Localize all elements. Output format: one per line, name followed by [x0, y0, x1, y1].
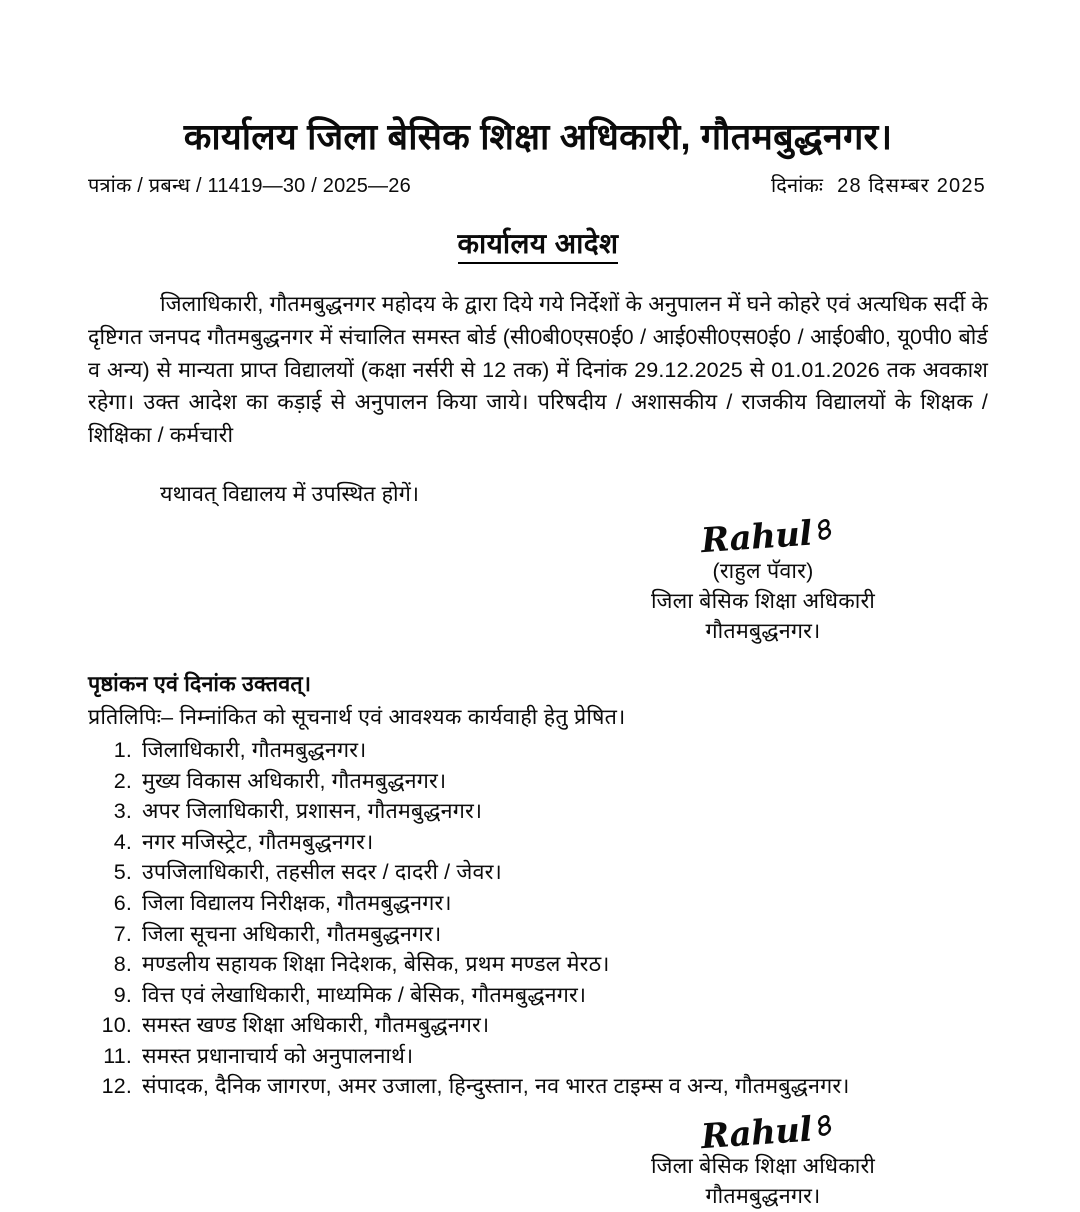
list-item-number: 11. — [103, 1043, 132, 1068]
signatory-designation: जिला बेसिक शिक्षा अधिकारी — [650, 1153, 876, 1178]
list-item — [88, 980, 988, 1011]
list-item-text: संपादक, दैनिक जागरण, अमर उजाला, हिन्दुस्तान, नव भारत टाइम्स व अन्य, गौतमबुद्धनगर। — [142, 1074, 850, 1099]
list-item — [88, 1041, 988, 1072]
handwritten-signature-icon — [692, 1106, 837, 1157]
list-item-text: वित्त एवं लेखाधिकारी, माध्यमिक / बेसिक, गौतमबुद्धनगर। — [142, 982, 587, 1007]
list-item-number: 12. — [101, 1074, 132, 1099]
endorsement-section — [88, 669, 988, 1101]
order-heading-text: कार्यालय आदेश — [458, 228, 619, 264]
list-item-number: 8. — [113, 952, 132, 977]
list-item-text: उपजिलाधिकारी, तहसील सदर / दादरी / जेवर। — [142, 860, 502, 885]
signature-block-secondary — [548, 1106, 978, 1210]
list-item — [88, 796, 988, 827]
list-item-text: समस्त प्रधानाचार्य को अनुपालनार्थ। — [142, 1043, 414, 1068]
office-title: कार्यालय जिला बेसिक शिक्षा अधिकारी, गौतमबुद्धनगर। — [183, 116, 893, 157]
copy-recipients-list — [88, 735, 988, 1101]
list-item-number: 7. — [113, 921, 132, 946]
signature-mark-text: Rahul — [699, 514, 814, 562]
list-item-text: मुख्य विकास अधिकारी, गौतमबुद्धनगर। — [142, 768, 447, 793]
order-heading — [88, 224, 988, 262]
list-item-text: समस्त खण्ड शिक्षा अधिकारी, गौतमबुद्धनगर। — [142, 1013, 490, 1038]
list-item — [88, 1010, 988, 1041]
signature-mark-text: Rahul — [699, 1109, 814, 1157]
list-item-text: जिलाधिकारी, गौतमबुद्धनगर। — [142, 738, 367, 763]
list-item-number: 6. — [113, 891, 132, 915]
order-paragraph-main: जिलाधिकारी, गौतमबुद्धनगर महोदय के द्वारा दिये गये निर्देशों के अनुपालन में घने कोहरे एवं अत्यधिक सर्दी के दृष्टिगत जनपद गौतमबुद्धनगर में संचालित समस्त बोर्ड (सी0बी0एस0ई0 / आई0सी0एस0ई0 / आई0बी0, यू0पी0 बोर्ड व अन्य) से मान्यता प्राप्त विद्यालयों (कक्षा नर्सरी से 12 तक) में दिनांक 29.12.2025 से 01.01.2026 तक अवकाश रहेगा। उक्त आदेश का कड़ाई से अनुपालन किया जाये। परिषदीय / अशासकीय / राजकीय विद्यालयों के शिक्षक / शिक्षिका / कर्मचारी — [88, 292, 988, 448]
list-item-number: 4. — [113, 829, 132, 854]
list-item — [88, 919, 988, 950]
handwritten-signature-icon — [692, 511, 837, 562]
signatory-name: (राहुल पॅवार) — [712, 559, 814, 584]
list-item-text: अपर जिलाधिकारी, प्रशासन, गौतमबुद्धनगर। — [142, 799, 483, 824]
list-item — [88, 766, 988, 797]
letter-number: पत्रांक / प्रबन्ध / 11419—30 / 2025—26 — [88, 175, 411, 198]
list-item — [88, 888, 988, 919]
endorsement-title: पृष्ठांकन एवं दिनांक उक्तवत्। — [88, 672, 312, 697]
date-value: 28 दिसम्बर 2025 — [837, 175, 986, 198]
list-item — [88, 827, 988, 858]
list-item-number: 3. — [113, 799, 132, 824]
signature-flourish-icon: ৪ — [807, 511, 837, 551]
signature-flourish-icon: ৪ — [807, 1106, 837, 1146]
list-item-number: 1. — [113, 738, 132, 763]
signature-block-primary — [548, 511, 978, 645]
list-item — [88, 857, 988, 888]
list-item — [88, 1071, 988, 1102]
list-item-text: जिला सूचना अधिकारी, गौतमबुद्धनगर। — [142, 921, 442, 946]
list-item-number: 10. — [101, 1013, 132, 1038]
letter-date — [771, 171, 988, 198]
endorsement-subtitle: प्रतिलिपिः– निम्नांकित को सूचनार्थ एवं आवश्यक कार्यवाही हेतु प्रेषित। — [88, 705, 626, 730]
document-body — [88, 0, 988, 1210]
order-paragraph-tail-line — [88, 478, 988, 511]
list-item-text: मण्डलीय सहायक शिक्षा निदेशक, बेसिक, प्रथम मण्डल मेरठ। — [142, 952, 610, 977]
date-label: दिनांकः — [771, 175, 824, 198]
list-item — [88, 735, 988, 766]
letter-meta-row — [88, 171, 988, 198]
signatory-place: गौतमबुद्धनगर। — [705, 1183, 821, 1208]
order-paragraph-tail: यथावत् विद्यालय में उपस्थित होगें। — [160, 481, 420, 506]
list-item-text: नगर मजिस्ट्रेट, गौतमबुद्धनगर। — [142, 829, 374, 854]
signatory-designation: जिला बेसिक शिक्षा अधिकारी — [650, 589, 876, 614]
list-item-number: 9. — [113, 982, 132, 1007]
list-item-text: जिला विद्यालय निरीक्षक, गौतमबुद्धनगर। — [142, 891, 452, 915]
order-paragraph — [88, 288, 988, 451]
list-item — [88, 949, 988, 980]
list-item-number: 2. — [113, 768, 132, 793]
list-item-number: 5. — [113, 860, 132, 885]
signatory-place: गौतमबुद्धनगर। — [705, 619, 821, 644]
